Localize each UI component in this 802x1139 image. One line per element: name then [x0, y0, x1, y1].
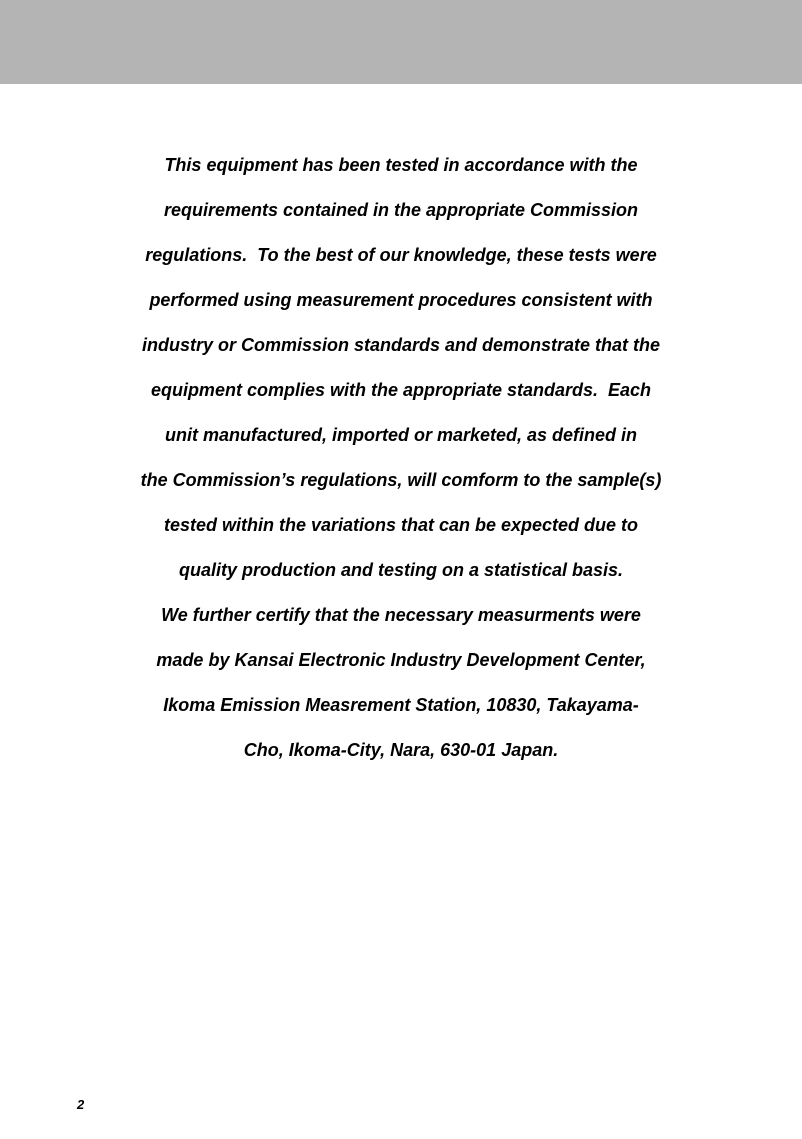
statement-line: Cho, Ikoma-City, Nara, 630-01 Japan.: [243, 740, 559, 760]
statement-line: We further certify that the necessary measurments were: [161, 605, 641, 625]
statement-line: performed using measurement procedures consistent with: [149, 290, 653, 310]
statement-line: unit manufactured, imported or marketed, as defined in: [164, 425, 638, 445]
statement-line: the Commission’s regulations, will comform to the sample(s): [140, 470, 662, 490]
header-band: [0, 0, 802, 84]
compliance-statement: [0, 143, 802, 773]
statement-line: requirements contained in the appropriate Commission: [163, 200, 639, 220]
statement-line: made by Kansai Electronic Industry Development Center,: [156, 650, 646, 670]
statement-line: tested within the variations that can be expected due to: [163, 515, 639, 535]
page-number: 2: [77, 1097, 85, 1112]
statement-line: Ikoma Emission Measrement Station, 10830, Takayama-: [163, 695, 639, 715]
statement-line: This equipment has been tested in accordance with the: [164, 155, 638, 175]
statement-line: industry or Commission standards and demonstrate that the: [141, 335, 661, 355]
statement-line: quality production and testing on a statistical basis.: [178, 560, 624, 580]
statement-line: equipment complies with the appropriate standards. Each: [150, 380, 652, 400]
statement-line: regulations. To the best of our knowledge, these tests were: [145, 245, 657, 265]
